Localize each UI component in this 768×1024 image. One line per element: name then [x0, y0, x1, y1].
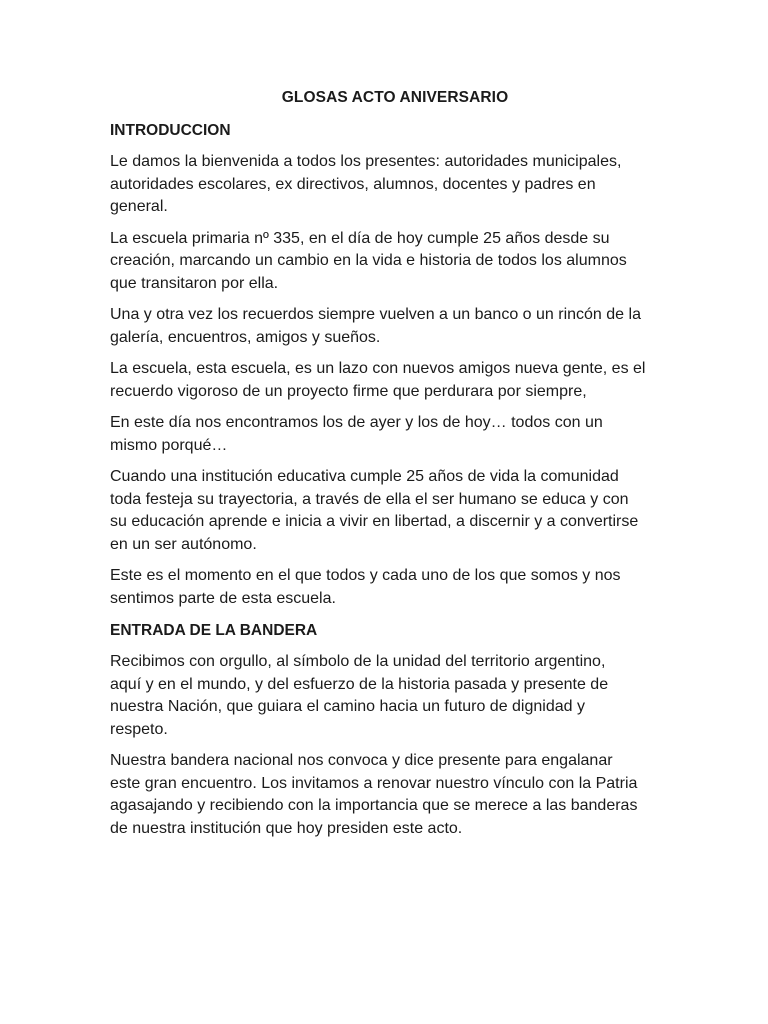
- paragraph-line: En este día nos encontramos los de ayer y los de hoy… todos con un: [110, 414, 603, 431]
- paragraph-line: que transitaron por ella.: [110, 274, 279, 292]
- paragraph-line: autoridades escolares, ex directivos, alumnos, docentes y padres en: [110, 175, 596, 193]
- paragraph-line: Una y otra vez los recuerdos siempre vuelven a un banco o un rincón de la: [110, 306, 641, 323]
- paragraph-line: en un ser autónomo.: [110, 535, 257, 553]
- paragraph-line: Cuando una institución educativa cumple 25 años de vida la comunidad: [110, 468, 619, 485]
- paragraph-line: sentimos parte de esta escuela.: [110, 589, 336, 607]
- paragraph-line: Este es el momento en el que todos y cada uno de los que somos y nos: [110, 567, 621, 584]
- paragraph-line: La escuela, esta escuela, es un lazo con nuevos amigos nueva gente, es el: [110, 360, 646, 377]
- paragraph-line: general.: [110, 198, 168, 215]
- paragraph: [110, 750, 668, 840]
- paragraph: [110, 565, 668, 610]
- paragraph: [110, 466, 668, 556]
- paragraph-line: nuestra Nación, que guiara el camino hacia un futuro de dignidad y: [110, 698, 585, 715]
- paragraph-line: galería, encuentros, amigos y sueños.: [110, 328, 381, 346]
- section-heading: ENTRADA DE LA BANDERA: [110, 622, 318, 639]
- paragraph-line: Nuestra bandera nacional nos convoca y dice presente para engalanar: [110, 752, 613, 769]
- paragraph-line: toda festeja su trayectoria, a través de ella el ser humano se educa y con: [110, 490, 629, 508]
- document-body: [110, 119, 668, 840]
- paragraph: [110, 151, 668, 219]
- paragraph-line: La escuela primaria nº 335, en el día de hoy cumple 25 años desde su: [110, 229, 610, 247]
- paragraph: [110, 651, 668, 741]
- paragraph: [110, 358, 668, 403]
- paragraph-line: agasajando y recibiendo con la importancia que se merece a las banderas: [110, 797, 638, 814]
- paragraph-line: creación, marcando un cambio en la vida e historia de todos los alumnos: [110, 252, 627, 269]
- paragraph-line: este gran encuentro. Los invitamos a renovar nuestro vínculo con la Patria: [110, 774, 638, 792]
- paragraph-line: Le damos la bienvenida a todos los presentes: autoridades municipales,: [110, 153, 622, 170]
- paragraph: [110, 228, 668, 296]
- paragraph-line: mismo porqué…: [110, 436, 228, 454]
- paragraph: [110, 304, 668, 349]
- paragraph-line: su educación aprende e inicia a vivir en libertad, a discernir y a convertirse: [110, 513, 639, 530]
- paragraph-line: respeto.: [110, 720, 168, 738]
- paragraph: [110, 412, 668, 457]
- paragraph-line: recuerdo vigoroso de un proyecto firme que perdurara por siempre,: [110, 382, 587, 400]
- section-heading: INTRODUCCION: [110, 122, 231, 139]
- paragraph-line: aquí y en el mundo, y del esfuerzo de la historia pasada y presente de: [110, 675, 609, 693]
- paragraph-line: Recibimos con orgullo, al símbolo de la unidad del territorio argentino,: [110, 653, 606, 670]
- paragraph-line: de nuestra institución que hoy presiden este acto.: [110, 819, 463, 837]
- document-title: GLOSAS ACTO ANIVERSARIO: [281, 89, 509, 106]
